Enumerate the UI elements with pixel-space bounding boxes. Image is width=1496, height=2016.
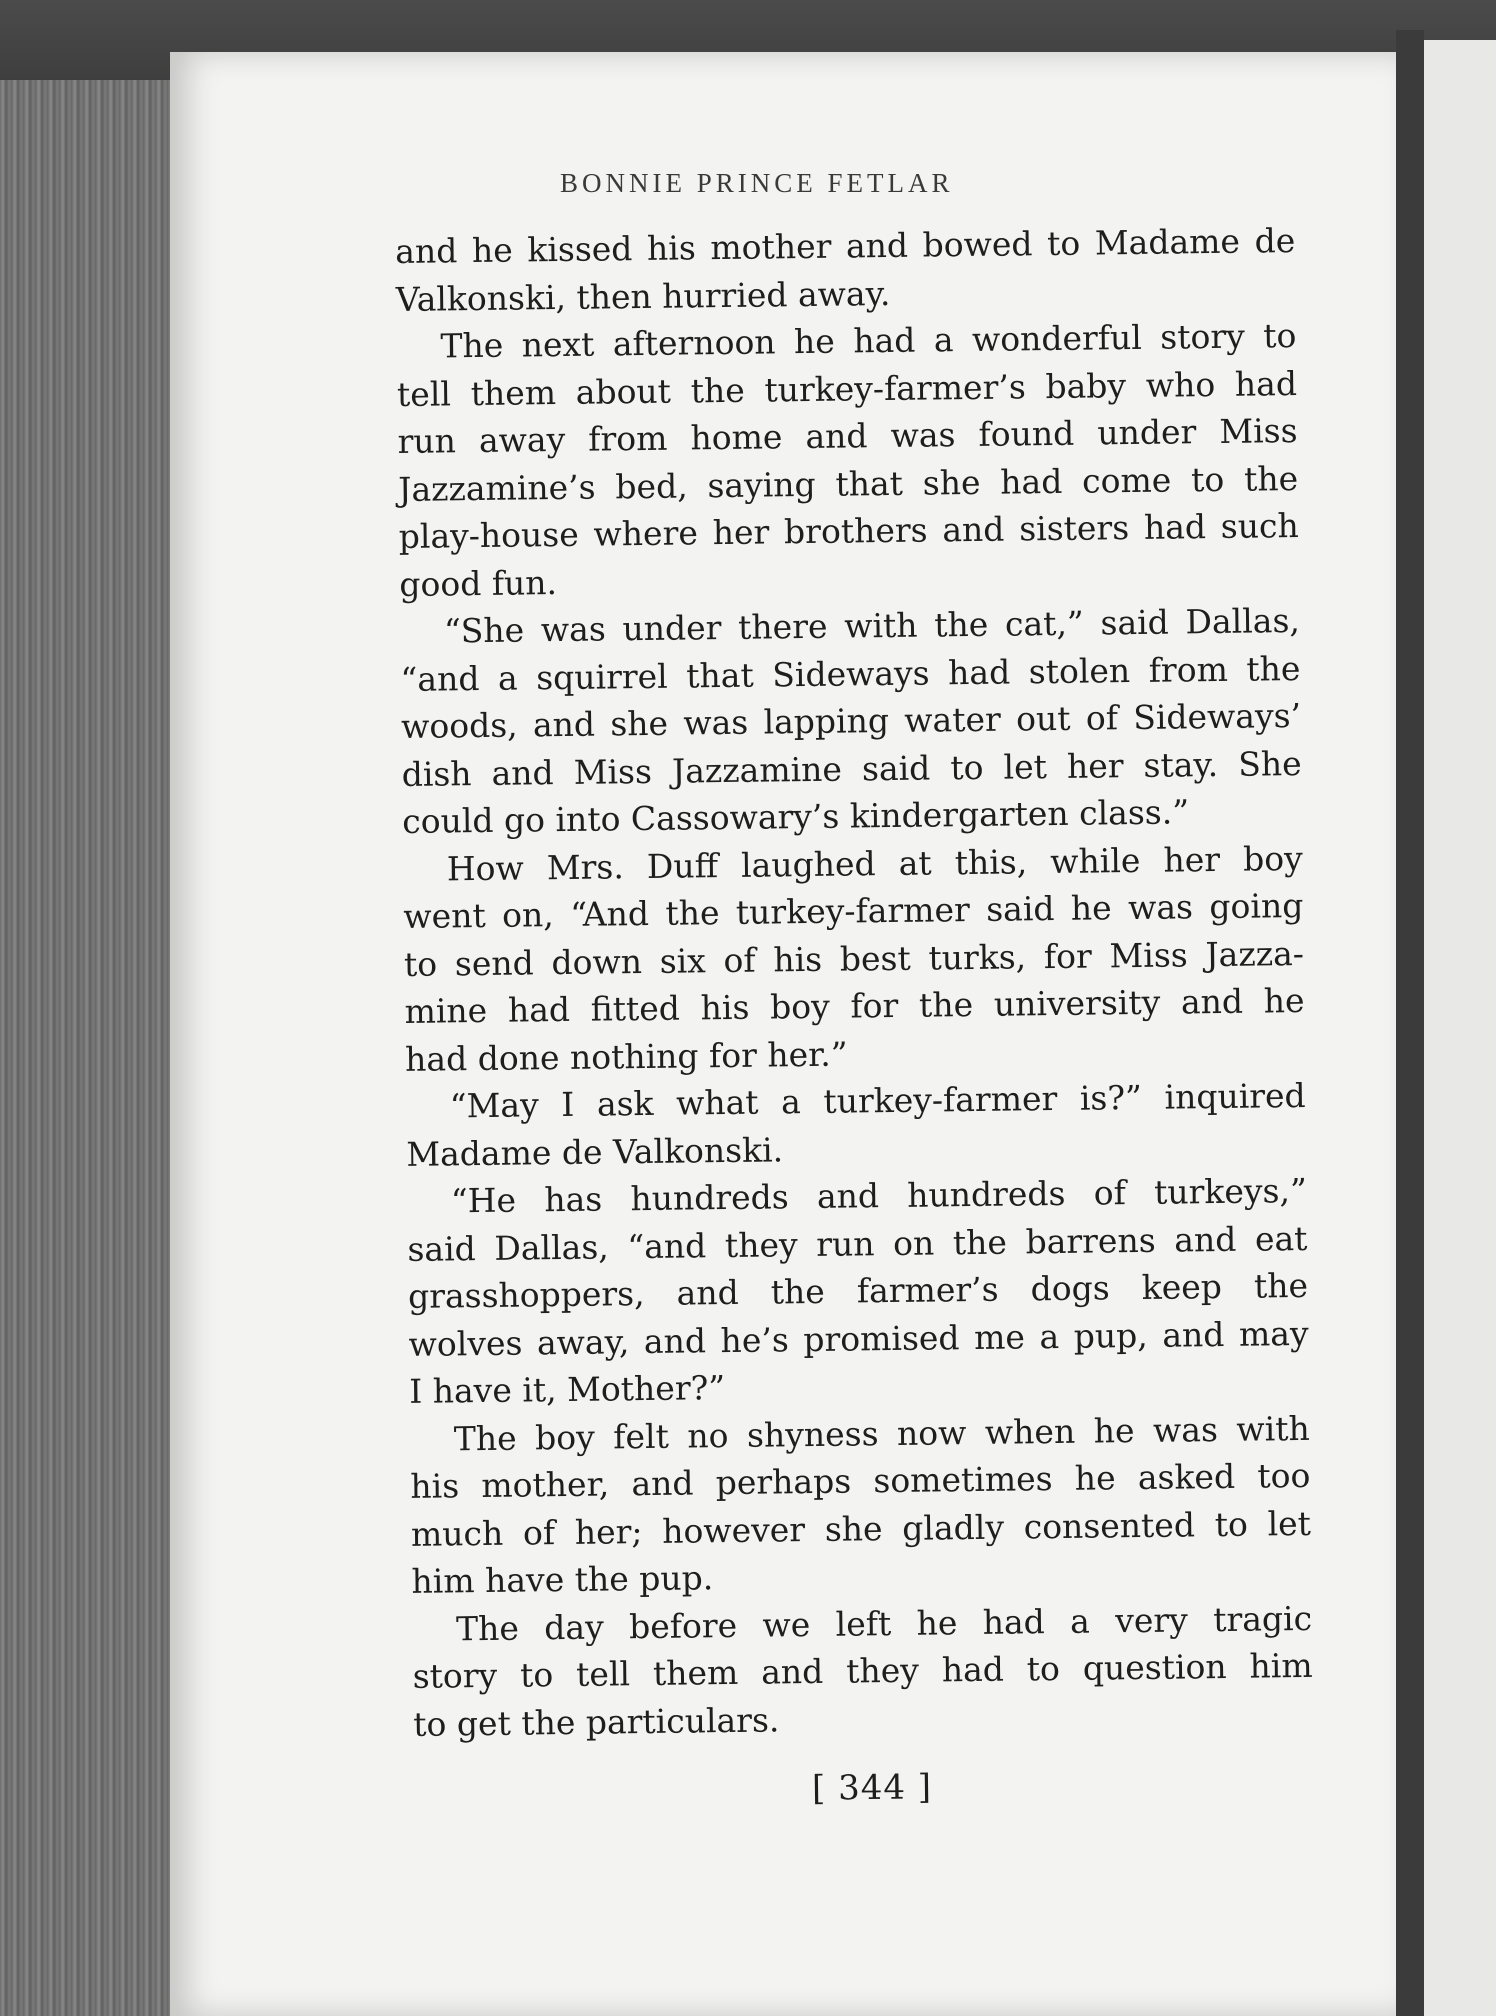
text-line: run away from home and was found under Miss bbox=[397, 410, 1298, 461]
text-line: The boy felt no shyness now when he was with bbox=[453, 1408, 1310, 1458]
page-number: [ 344 ] bbox=[811, 1767, 933, 1809]
page-gutter-shadow bbox=[1396, 30, 1424, 2016]
text-line: grasshoppers, and the farmer’s dogs keep the bbox=[407, 1265, 1309, 1316]
text-line: mine had fitted his boy for the university and he bbox=[404, 980, 1305, 1031]
text-line: Jazzamine’s bed, saying that she had come to the bbox=[397, 458, 1299, 509]
running-head: BONNIE PRINCE FETLAR bbox=[560, 168, 954, 198]
text-line: good fun. bbox=[399, 562, 558, 604]
text-line: The day before we left he had a very tragic bbox=[455, 1598, 1313, 1648]
text-line: “May I ask what a turkey-farmer is?” inquired bbox=[449, 1075, 1306, 1126]
text-line: Madame de Valkonski. bbox=[406, 1129, 784, 1174]
text-line: to get the particulars. bbox=[413, 1699, 780, 1744]
text-line: “She was under there with the cat,” said Dallas, bbox=[443, 600, 1301, 651]
text-line: and he kissed his mother and bowed to Madame de bbox=[395, 221, 1296, 271]
text-line: him have the pup. bbox=[411, 1558, 714, 1601]
facing-page-edge bbox=[1424, 40, 1496, 2016]
text-line: tell them about the turkey-farmer’s baby who had bbox=[396, 363, 1298, 414]
text-line: I have it, Mother?” bbox=[408, 1368, 726, 1411]
text-line: story to tell them and they had to question him bbox=[412, 1645, 1313, 1696]
text-line: his mother, and perhaps sometimes he asked too bbox=[410, 1455, 1311, 1506]
text-line: play-house where her brothers and sisters had such bbox=[398, 505, 1299, 556]
text-line: “He has hundreds and hundreds of turkeys,” bbox=[450, 1170, 1308, 1221]
text-line: could go into Cassowary’s kindergarten class.” bbox=[402, 792, 1190, 841]
text-line: Valkonski, then hurried away. bbox=[395, 273, 891, 319]
text-line: much of her; however she gladly consented to let bbox=[410, 1503, 1312, 1554]
text-line: to send down six of his best turks, for Miss Jazza- bbox=[403, 933, 1305, 984]
text-line: woods, and she was lapping water out of Sideways’ bbox=[400, 695, 1302, 746]
text-line: wolves away, and he’s promised me a pup, and may bbox=[408, 1313, 1309, 1364]
text-line: went on, “And the turkey-farmer said he was going bbox=[403, 885, 1304, 936]
text-line: said Dallas, “and they run on the barrens and eat bbox=[407, 1218, 1308, 1269]
text-line: How Mrs. Duff laughed at this, while her boy bbox=[446, 838, 1304, 888]
body-text bbox=[395, 217, 1314, 1748]
text-line: dish and Miss Jazzamine said to let her stay. She bbox=[401, 743, 1302, 794]
text-line: The next afternoon he had a wonderful story to bbox=[440, 315, 1297, 366]
text-line: had done nothing for her.” bbox=[404, 1034, 848, 1079]
text-line: “and a squirrel that Sideways had stolen from the bbox=[400, 648, 1301, 699]
